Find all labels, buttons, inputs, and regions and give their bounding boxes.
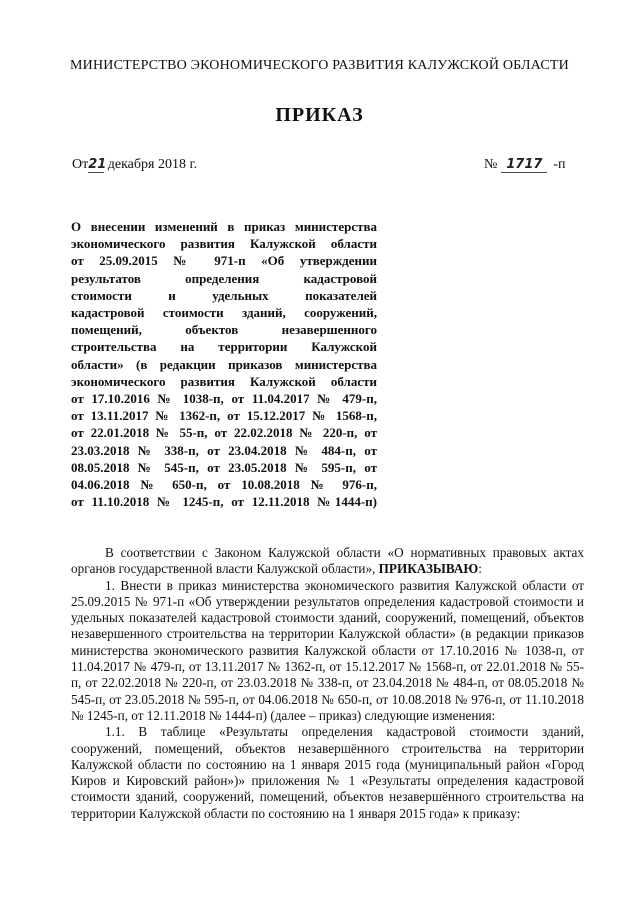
order-body bbox=[71, 545, 584, 822]
subject-line: 04.06.2018 № 650-п, от 10.08.2018 № 976-п, bbox=[71, 477, 377, 493]
subject-line: кадастровой стоимости зданий, сооружений, bbox=[71, 305, 377, 321]
subject-line: 08.05.2018 № 545-п, от 23.05.2018 № 595-п, от bbox=[71, 459, 377, 475]
subject-line: 23.03.2018 № 338-п, от 23.04.2018 № 484-п, от bbox=[71, 442, 377, 458]
preamble-text: В соответствии с Законом Калужской области «О нормативных правовых актах органов государственной власти Калужской области», bbox=[71, 545, 584, 577]
order-subject bbox=[71, 218, 377, 510]
subject-line: помещений, объектов незавершенного bbox=[71, 322, 377, 338]
subject-line: экономического развития Калужской области bbox=[71, 236, 377, 252]
paragraph-item-1: 1. Внести в приказ министерства экономического развития Калужской области от 25.09.2015 № 971-п «Об утверждении результатов определения кадастровой стоимости и удельных показателей кадастровой стоимости зданий, сооружений, помещений, объектов незавершенного строительства на территории Калужской области» (в редакции приказов министерства экономического развития Калужской области от 17.10.2016 № 1038-п, от 11.04.2017 № 479-п, от 13.11.2017 № 1362-п, от 15.12.2017 № 1568-п, от 22.01.2018 № 55-п, от 22.02.2018 № 220-п, от 23.03.2018 № 338-п, от 23.04.2018 № 484-п, от 08.05.2018 № 545-п, от 23.05.2018 № 595-п, от 04.06.2018 № 650-п, от 10.08.2018 № 976-п, от 11.10.2018 № 1245-п, от 12.11.2018 № 1444-п) (далее – приказ) следующие изменения: bbox=[71, 577, 584, 723]
number-handwritten: 1717 bbox=[501, 157, 547, 173]
date-day-handwritten: 21 bbox=[88, 157, 107, 172]
number-symbol: № bbox=[484, 157, 498, 172]
subject-line: от 22.01.2018 № 55-п, от 22.02.2018 № 220-п, от bbox=[71, 425, 377, 441]
subject-line: от 13.11.2017 № 1362-п, от 15.12.2017 № 1568-п, bbox=[71, 408, 377, 424]
ministry-header: МИНИСТЕРСТВО ЭКОНОМИЧЕСКОГО РАЗВИТИЯ КАЛУЖСКОЙ ОБЛАСТИ bbox=[70, 58, 569, 73]
date-month-year: декабря 2018 г. bbox=[107, 157, 198, 172]
subject-line: от 25.09.2015 № 971-п «Об утверждении bbox=[71, 253, 377, 269]
subject-line: области» (в редакции приказов министерства bbox=[71, 356, 377, 372]
preamble-end: : bbox=[478, 561, 482, 577]
subject-line: экономического развития Калужской области bbox=[71, 373, 377, 389]
order-number bbox=[484, 157, 566, 173]
order-date bbox=[72, 157, 197, 173]
subject-line: от 17.10.2016 № 1038-п, от 11.04.2017 № 479-п, bbox=[71, 391, 377, 407]
subject-line: О внесении изменений в приказ министерства bbox=[71, 219, 377, 234]
subject-line: от 11.10.2018 № 1245-п, от 12.11.2018 №1444-п) bbox=[71, 494, 377, 510]
date-prefix: От bbox=[72, 157, 89, 172]
paragraph-preamble bbox=[71, 545, 584, 578]
subject-line: строительства на территории Калужской bbox=[71, 339, 377, 355]
document-title: ПРИКАЗ bbox=[275, 104, 364, 126]
order-keyword: ПРИКАЗЫВАЮ bbox=[378, 561, 479, 577]
number-suffix: -п bbox=[553, 157, 566, 172]
paragraph-item-1-1: 1.1. В таблице «Результаты определения кадастровой стоимости зданий, сооружений, помещений, объектов незавершённого строительства на территории Калужской области по состоянию на 1 января 2015 года (муниципальный район «Город Киров и Кировский район»)» приложения № 1 «Результаты определения кадастровой стоимости зданий, сооружений, помещений, объектов незавершённого строительства на территории Калужской области по состоянию на 1 января 2015 года» к приказу: bbox=[71, 724, 584, 821]
subject-line: результатов определения кадастровой bbox=[71, 270, 377, 286]
subject-line: стоимости и удельных показателей bbox=[71, 287, 377, 303]
